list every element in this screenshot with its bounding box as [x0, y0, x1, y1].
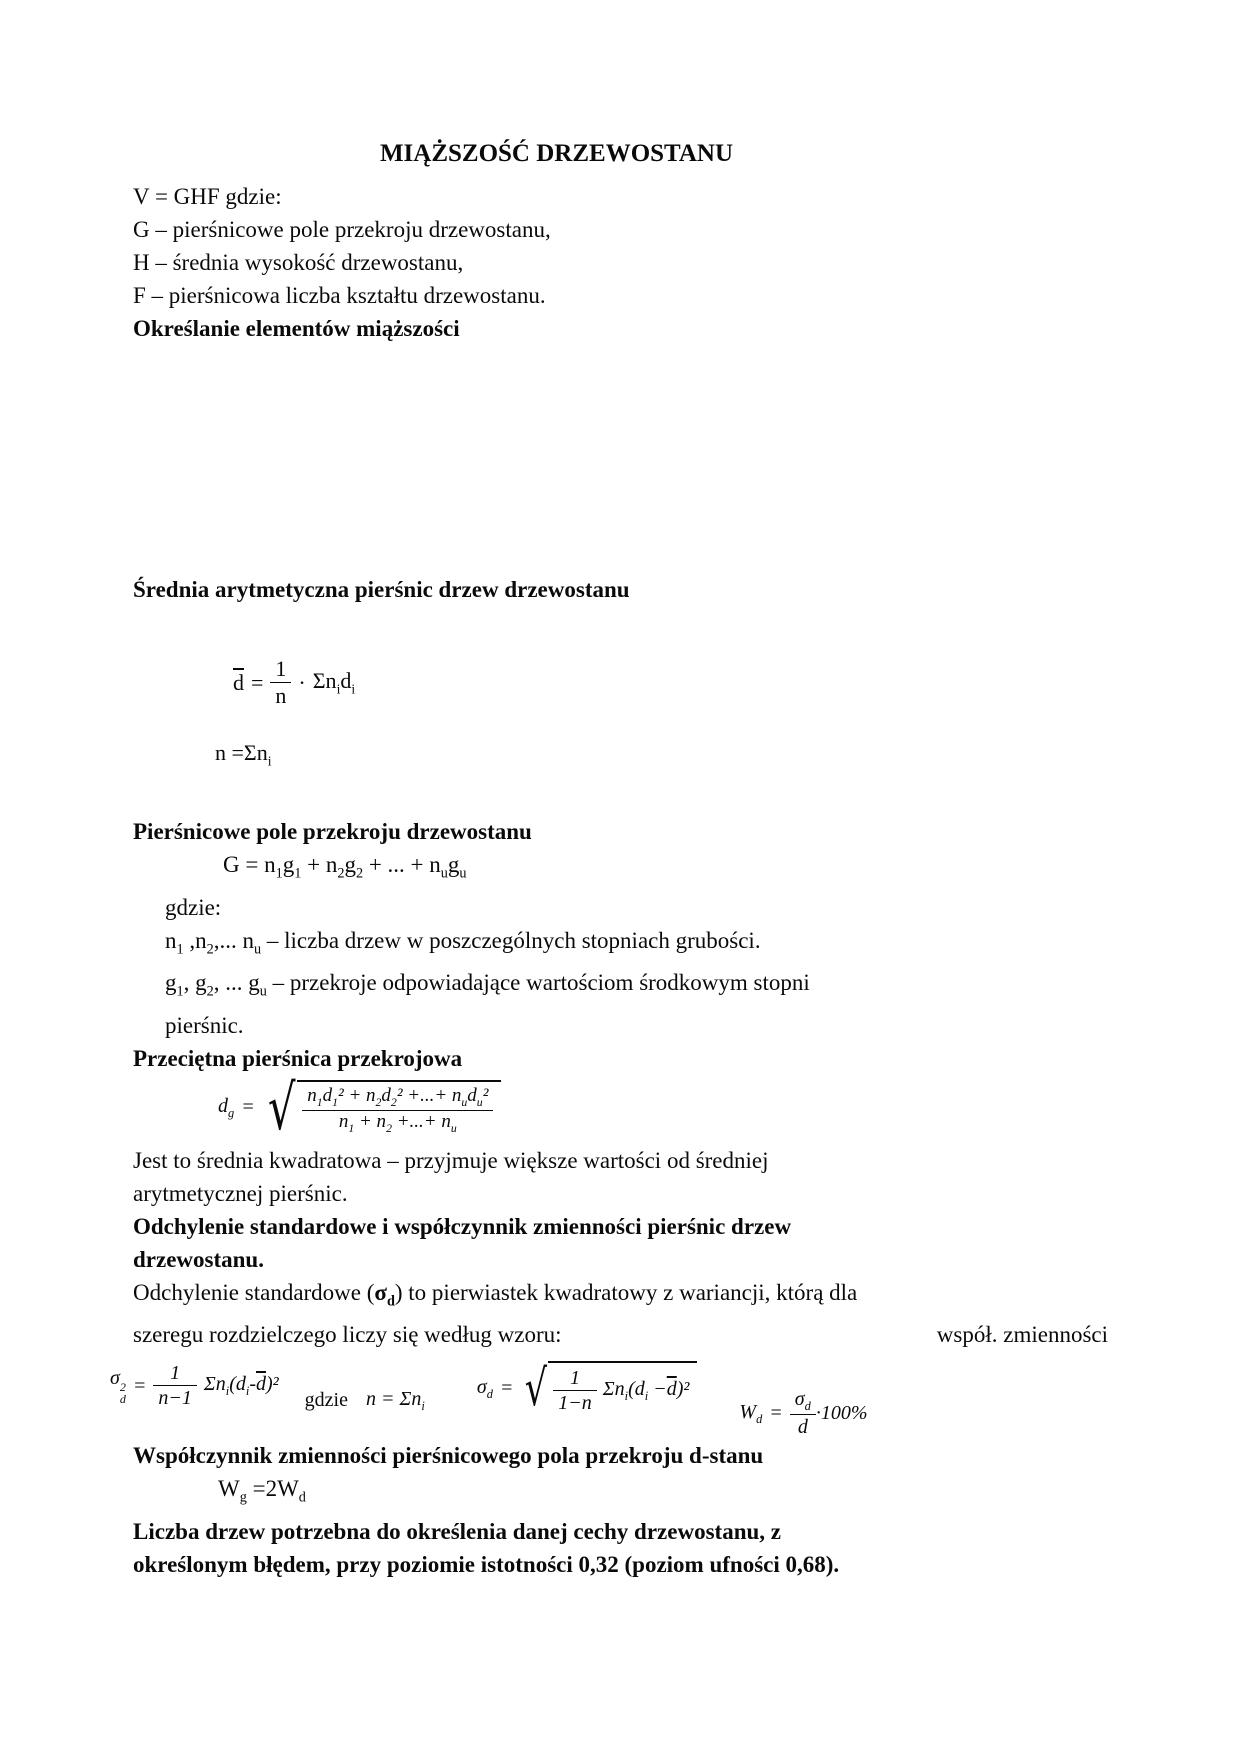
- wd-fraction: [790, 1387, 816, 1439]
- sigma-sup: 2: [119, 1379, 126, 1394]
- basal-section-heading: Pierśnicowe pole przekroju drzewostanu: [133, 819, 532, 845]
- wg-section-heading: Współczynnik zmienności pierśnicowego pola przekroju d-stanu: [133, 1443, 764, 1469]
- dg-denominator: $n_1 + n_2$ +...+ $n_u$: [338, 1110, 457, 1135]
- sd-sum: $\Sigma n_i(d_i -\overline{d})^2$: [602, 1378, 690, 1404]
- fraction-denominator: n: [275, 683, 287, 709]
- standard-deviation-formula: [476, 1358, 698, 1417]
- intro-v-line: V = GHF gdzie:: [133, 184, 282, 209]
- sigma-d-inline: $\sigma_d$: [374, 1279, 395, 1310]
- one-over-n-fraction: [270, 656, 291, 710]
- dg-symbol: $d_g$: [218, 1095, 235, 1121]
- intro-g-line: G – pierśnicowe pole przekroju drzewostanu,: [133, 217, 551, 242]
- wd-formula: [739, 1387, 867, 1439]
- dg-note-line1: Jest to średnia kwadratowa – przyjmuje większe wartości od średniej: [133, 1147, 769, 1173]
- n-equals: n =: [215, 739, 244, 765]
- sd-fraction: $\frac{1}{1-n}$: [553, 1366, 597, 1415]
- radical-sign: √: [525, 1358, 548, 1417]
- closing-line1: Liczba drzew potrzebna do określenia danej cechy drzewostanu, z: [133, 1518, 781, 1544]
- sd-section-heading-line1: Odchylenie standardowe i współczynnik zmienności pierśnic drzew: [133, 1213, 792, 1239]
- radicand: [297, 1080, 501, 1136]
- dg-fraction: [302, 1085, 493, 1136]
- dg-subscript: g: [228, 1106, 235, 1121]
- equals-sign: =: [769, 1402, 783, 1425]
- sigma-d: $\sigma_d$: [476, 1375, 493, 1401]
- wd-denominator: d: [797, 1416, 808, 1439]
- sum-ni: $\Sigma n_i$: [243, 739, 272, 769]
- wd-symbol: $W_d$: [739, 1400, 763, 1426]
- wd-subscript: d: [298, 1489, 306, 1506]
- formula-intro-text: szeregu rozdzielczego liczy się według wzoru:: [133, 1322, 562, 1348]
- square-root: [262, 1070, 502, 1144]
- wg-subscript: g: [239, 1489, 247, 1506]
- wg-formula: $W_g =2W_d$: [218, 1476, 306, 1506]
- sigma-sub: d: [119, 1392, 126, 1407]
- elements-heading: Określanie elementów miąższości: [133, 316, 460, 341]
- variation-coefficient-label: współ. zmienności: [936, 1322, 1108, 1348]
- gdzie-word: gdzie: [304, 1389, 348, 1412]
- square-root: [520, 1358, 697, 1417]
- fraction-numerator: 1: [270, 656, 291, 683]
- n-sum-formula: [215, 736, 1170, 777]
- dg-section-heading: Przeciętna pierśnica przekrojowa: [133, 1045, 463, 1071]
- basal-area-formula: $G = n_1g_1 + n_2g_2$ + ... + $n_ug_u$: [223, 852, 467, 882]
- radical-sign: √: [267, 1070, 296, 1144]
- variance-fraction: $\frac{1}{n-1}$: [153, 1361, 197, 1410]
- dg-note-line2: arytmetycznej pierśnic.: [133, 1180, 348, 1206]
- variance-sum: $\Sigma n_i(d_i-\overline{d})^2$: [203, 1373, 279, 1399]
- dbar-symbol: $\overline{d}$: [233, 669, 244, 695]
- multiplication-dot: ·: [298, 669, 306, 695]
- closing-line2: określonym błędem, przy poziomie istotności 0,32 (poziom ufności 0,68).: [133, 1551, 840, 1577]
- intro-f-line: F – pierśnicowa liczba kształtu drzewostanu.: [133, 283, 546, 308]
- sd-body-line2: [133, 1318, 1170, 1351]
- dg-numerator: $n_1d_1^2 + n_2d_2^2$ +...+ $n_ud_u^2$: [302, 1085, 493, 1111]
- statistics-formula-row: [110, 1358, 1170, 1439]
- dbar-in-sum: $\overline{d}$: [666, 1378, 677, 1401]
- explanation-g-continuation: pierśnic.: [165, 1012, 244, 1038]
- variance-formula: [110, 1361, 279, 1410]
- wd-numerator: $\sigma_d$: [790, 1387, 816, 1415]
- explanation-n: $n_1$ $,n_2$,... $n_u$ – liczba drzew w poszczególnych stopniach grubości.: [165, 927, 761, 958]
- mean-section-heading: Średnia arytmetyczna pierśnic drzew drzewostanu: [133, 577, 630, 602]
- equals-sign: =: [251, 669, 264, 695]
- sigma-squared-d: σ 2 d: [110, 1367, 126, 1407]
- sd-body-line1: Odchylenie standardowe $(\sigma_d)$ to pierwiastek kwadratowy z wariancji, którą dla: [133, 1279, 858, 1310]
- explanation-g: $g_1$, $g_2$, ... $g_u$ – przekroje odpowiadające wartościom środkowym stopni: [165, 970, 810, 1000]
- page-title: MIĄŻSZOŚĆ DRZEWOSTANU: [379, 140, 734, 167]
- mean-diameter-formula: [233, 656, 1170, 710]
- equals-sign: =: [132, 1374, 147, 1397]
- quadratic-mean-diameter-formula: [218, 1070, 1170, 1144]
- times-100-percent: ·100%: [815, 1402, 868, 1425]
- gdzie-label: gdzie:: [165, 894, 222, 920]
- equals-sign: =: [499, 1377, 514, 1400]
- radicand: [548, 1361, 697, 1415]
- sd-section-heading-line2: drzewostanu.: [133, 1246, 264, 1272]
- equals-sign: =: [241, 1096, 255, 1119]
- sum-ni-di: $\Sigma n_id_i$: [312, 667, 356, 697]
- dbar-in-sum: $\overline{d}$: [256, 1373, 267, 1396]
- n-equals-sum: $n = \Sigma n_i$: [365, 1387, 425, 1413]
- intro-h-line: H – średnia wysokość drzewostanu,: [133, 250, 464, 275]
